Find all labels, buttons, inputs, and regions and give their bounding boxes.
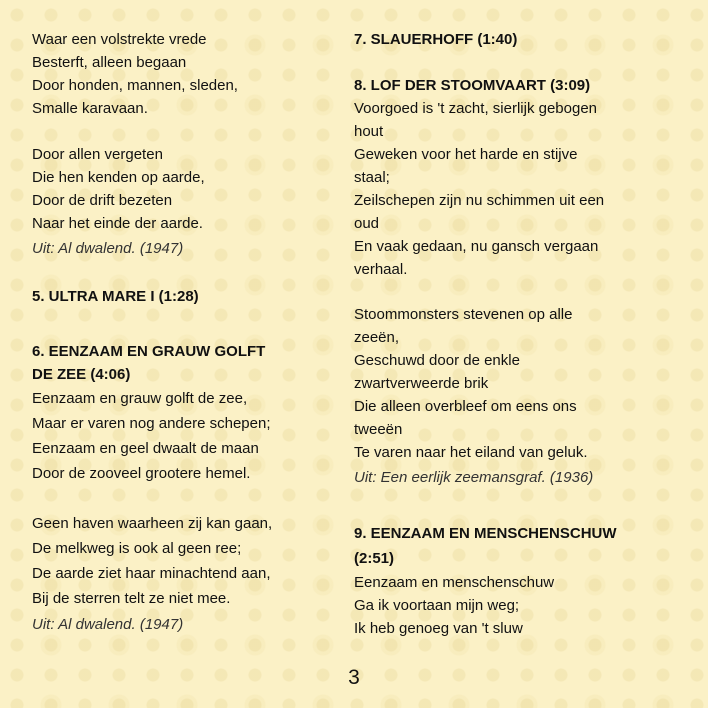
poem-line: Ga ik voortaan mijn weg; — [354, 597, 520, 614]
poem-line: Maar er varen nog andere schepen; — [32, 415, 271, 432]
source-citation: Uit: Al dwalend. (1947) — [32, 240, 184, 257]
poem-line: Door de drift bezeten — [32, 192, 173, 209]
track-heading: 7. SLAUERHOFF (1:40) — [354, 31, 518, 48]
track-heading: (2:51) — [354, 550, 395, 567]
poem-line: Ik heb genoeg van 't sluw — [354, 620, 523, 637]
track-heading: 8. LOF DER STOOMVAART (3:09) — [354, 77, 591, 94]
poem-line: Voorgoed is 't zacht, sierlijk gebogen — [354, 100, 598, 117]
poem-line: staal; — [354, 169, 390, 186]
poem-line: oud — [354, 215, 380, 232]
poem-line: Eenzaam en geel dwaalt de maan — [32, 440, 259, 457]
poem-line: Door honden, mannen, sleden, — [32, 77, 238, 94]
poem-line: Geen haven waarheen zij kan gaan, — [32, 515, 273, 532]
poem-line: verhaal. — [354, 261, 408, 278]
poem-line: Naar het einde der aarde. — [32, 215, 203, 232]
poem-line: Te varen naar het eiland van geluk. — [354, 444, 588, 461]
poem-line: Door allen vergeten — [32, 146, 163, 163]
right-column — [354, 28, 654, 640]
poem-line: En vaak gedaan, nu gansch vergaan — [354, 238, 599, 255]
poem-line: Die alleen overbleef om eens ons — [354, 398, 577, 415]
poem-line: Geschuwd door de enkle — [354, 352, 520, 369]
source-citation: Uit: Al dwalend. (1947) — [32, 616, 184, 633]
poem-line: Door de zooveel grootere hemel. — [32, 465, 251, 482]
poem-line: Stoommonsters stevenen op alle — [354, 306, 573, 323]
poem-line: Die hen kenden op aarde, — [32, 169, 205, 186]
poem-line: Bij de sterren telt ze niet mee. — [32, 590, 231, 607]
poem-line: hout — [354, 123, 384, 140]
poem-line: zeeën, — [354, 329, 400, 346]
poem-line: Besterft, alleen begaan — [32, 54, 187, 71]
page-number: 3 — [348, 666, 360, 689]
poem-line: Eenzaam en menschenschuw — [354, 574, 555, 591]
left-column — [32, 28, 322, 638]
poem-line: Zeilschepen zijn nu schimmen uit een — [354, 192, 605, 209]
poem-line: De aarde ziet haar minachtend aan, — [32, 565, 271, 582]
poem-line: Eenzaam en grauw golft de zee, — [32, 390, 248, 407]
track-heading: 9. EENZAAM EN MENSCHENSCHUW — [354, 525, 617, 542]
track-heading: DE ZEE (4:06) — [32, 366, 131, 383]
poem-line: Geweken voor het harde en stijve — [354, 146, 578, 163]
poem-line: zwartverweerde brik — [354, 375, 489, 392]
source-citation: Uit: Een eerlijk zeemansgraf. (1936) — [354, 469, 594, 486]
poem-line: De melkweg is ook al geen ree; — [32, 540, 242, 557]
track-heading: 5. ULTRA MARE I (1:28) — [32, 288, 199, 305]
track-heading: 6. EENZAAM EN GRAUW GOLFT — [32, 343, 266, 360]
poem-line: Smalle karavaan. — [32, 100, 148, 117]
poem-line: Waar een volstrekte vrede — [32, 31, 207, 48]
poem-line: tweeën — [354, 421, 403, 438]
